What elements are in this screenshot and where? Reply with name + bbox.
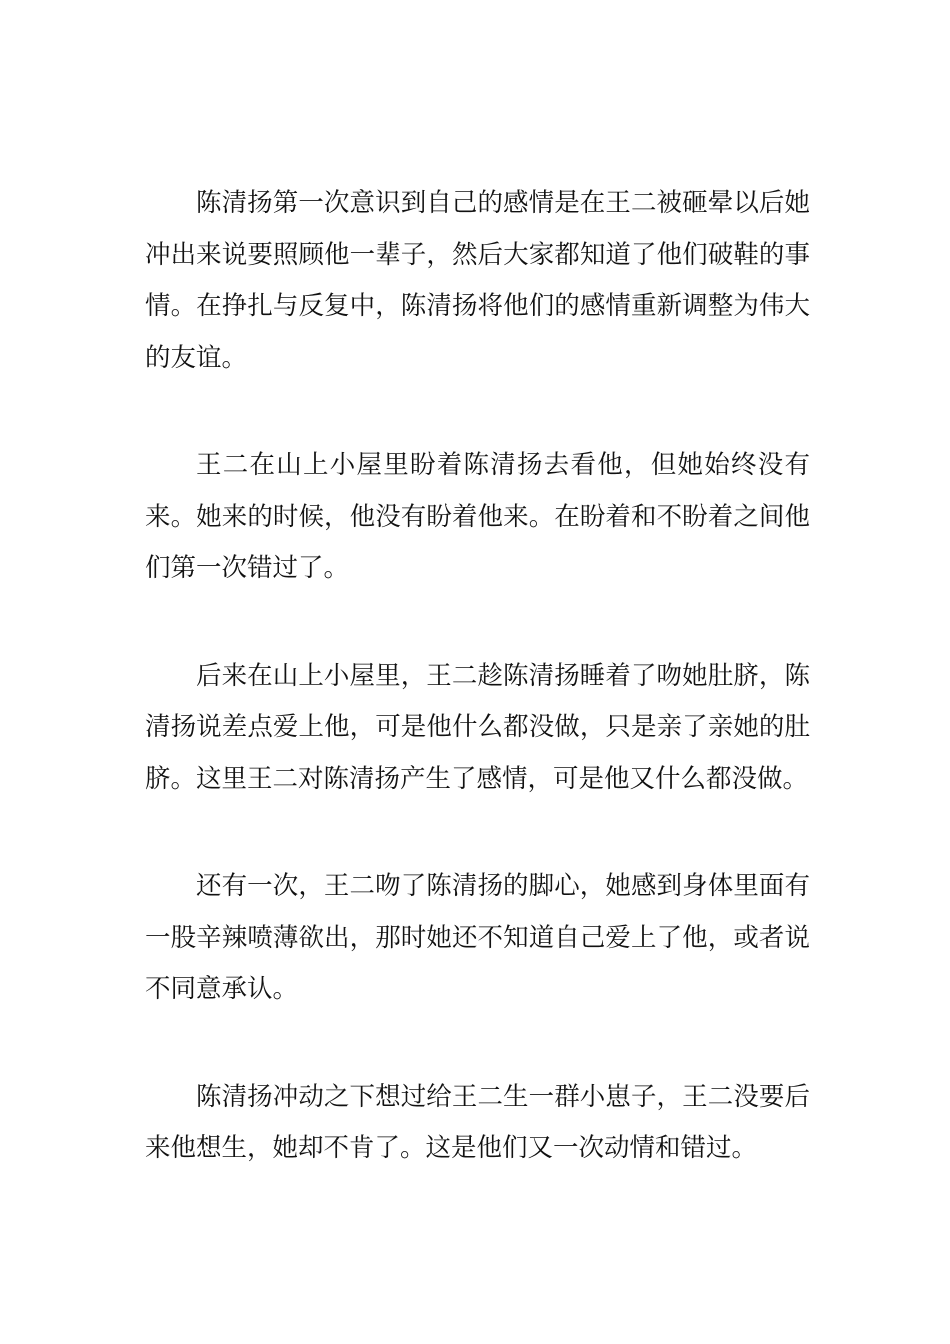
paragraph-2: 王二在山上小屋里盼着陈清扬去看他，但她始终没有来。她来的时候，他没有盼着他来。在盼着和不盼着之间他们第一次错过了。 (145, 450, 810, 583)
paragraph-4: 还有一次，王二吻了陈清扬的脚心，她感到身体里面有一股辛辣喷薄欲出，那时她还不知道自己爱上了他，或者说不同意承认。 (145, 871, 810, 1004)
document-body (145, 178, 810, 1175)
paragraph-1: 陈清扬第一次意识到自己的感情是在王二被砸晕以后她冲出来说要照顾他一辈子，然后大家都知道了他们破鞋的事情。在挣扎与反复中，陈清扬将他们的感情重新调整为伟大的友谊。 (145, 188, 810, 373)
paragraph-5: 陈清扬冲动之下想过给王二生一群小崽子，王二没要后来他想生，她却不肯了。这是他们又一次动情和错过。 (145, 1081, 810, 1163)
paragraph-3: 后来在山上小屋里，王二趁陈清扬睡着了吻她肚脐，陈清扬说差点爱上他，可是他什么都没做，只是亲了亲她的肚脐。这里王二对陈清扬产生了感情，可是他又什么都没做。 (145, 660, 810, 794)
